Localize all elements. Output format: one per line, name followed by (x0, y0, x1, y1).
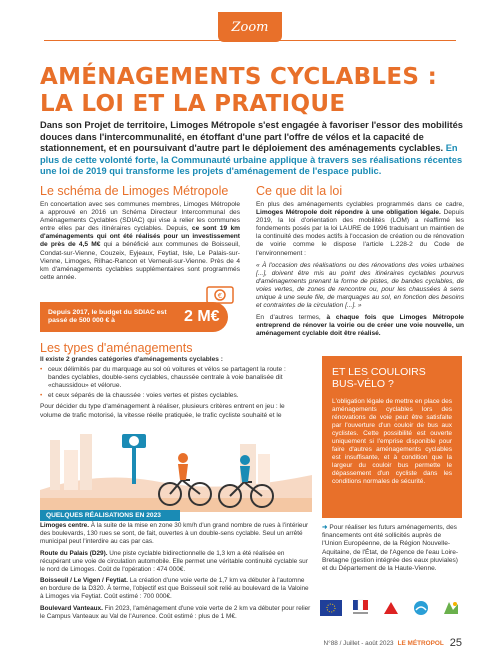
water-agency-logo-icon (410, 598, 432, 618)
list-item (40, 550, 312, 574)
cyclists-illustration (40, 420, 312, 512)
bus-bike-heading: ET LES COULOIRS BUS-VÉLO ? (332, 366, 426, 390)
list-item (40, 522, 312, 546)
types-lead: Il existe 2 grandes catégories d'aménagements cyclables : (40, 356, 223, 363)
issue-info: N°88 / Juillet - août 2023 (323, 639, 394, 647)
list-item (40, 577, 312, 601)
bus-bike-box (322, 356, 462, 518)
realisations-label: QUELQUES RÉALISATIONS EN 2023 (40, 510, 180, 521)
realisation-name: Boulevard Vanteaux. (40, 605, 103, 613)
eu-flag-icon (320, 598, 342, 618)
loi-quote-text: « À l'occasion des réalisations ou des rénovations des voies urbaines [...], doivent être mis au point des itinéraires cyclables pourvus d'aménagements prenant la forme de pistes, de bandes cyclables, de voies vertes, de zones de rencontre ou, pour les chaussées à sens unique à une seule file, de marquages au sol, en fonction des besoins et contraintes de la circulation [...]. » (256, 261, 464, 310)
partner-logos (320, 596, 468, 620)
section-tag (218, 12, 282, 42)
types-heading: Les types d'aménagements (40, 341, 193, 355)
magazine-brand: LE MÉTROPOL (397, 639, 444, 647)
list-item (40, 605, 312, 621)
realisation-name: Route du Palais (D29). (40, 549, 108, 557)
loi-heading: Ce que dit la loi (256, 184, 343, 198)
realisation-text: La création d'une voie verte de 1,7 km va débuter à l'automne en bordure de la D320. À terme, l'objectif est que Boisseuil soit relié au boulevard de la Valoine à Limoges via Feytiat. Coût estimé : 700 000€. (40, 577, 309, 601)
realisation-text: Fin 2023, l'aménagement d'une voie verte de 2 km va débuter pour relier le Campus Vanteaux au Val de l'Aurence. Coût estimé : plus de 1 M€. (40, 605, 311, 621)
financing-note (322, 524, 462, 573)
realisation-text: À la suite de la mise en zone 30 km/h d'un grand nombre de rues à l'intérieur des boulevards, 130 rues se sont, de fait, ouvertes à un double-sens cyclable. Seul un arrêté municipal peut l'interdire au cas par cas. (40, 522, 309, 545)
region-logo-icon (380, 598, 402, 618)
intro-part2: En plus de cette volonté forte, la Communauté urbaine applique à travers ses réalisations récentes une loi de 2019 qui transforme les projets d'aménagement de l'espace public. (40, 143, 463, 177)
republic-logo-icon (350, 598, 372, 618)
schema-text-1: En concertation avec ses communes membres, Limoges Métropole a approuvé en 2016 un Schéma Directeur Intercommunal des Aménagements Cyclables (SDIAC) qui vise à relier les communes entre elles par des itinéraires cyclables. Depuis, (40, 201, 240, 233)
svg-text:€: € (217, 292, 223, 300)
loi-p1-b: Depuis 2019, la loi d'orientation des mobilités (LOM) a réaffirmé les fondements posés par la loi LAURE de 1996 traduisant un maintien de la continuité des modes actifs à l'occasion de création ou de rénovation de voirie comme le dispose l'article L.228-2 du Code de l'environnement : (256, 209, 464, 257)
loi-p3-a: En d'autres termes, (256, 314, 321, 322)
budget-amount: 2 M€ (184, 308, 220, 325)
realisations-list (40, 522, 312, 625)
types-outro: Pour décider du type d'aménagement à réaliser, plusieurs critères entrent en jeu : le volume de trafic motorisé, la vitesse réelle pratiquée, le trafic cycliste souhaité et le (40, 403, 285, 419)
realisation-name: Boisseuil / Le Vigen / Feytiat. (40, 577, 128, 585)
types-text (40, 356, 302, 428)
loi-p3-bold: à chaque fois que Limoges Métropole entreprend de rénover la voirie ou de créer une voie nouvelle, un aménagement cyclable doit être réalisé. (256, 314, 464, 338)
budget-banner (40, 302, 228, 332)
schema-text-2: qui a bénéficié aux communes de Boisseuil, Condat-sur-Vienne, Couzeix, Eyjeaux, Feytiat, Isle, Le Palais-sur-Vienne, Limoges, Rilhac-Rancon et Verneuil-sur-Vienne. Près de 4 km d'aménagements cyclables supplémentaires sont programmés cette année. (40, 241, 240, 281)
schema-text-bold: ce sont 19 km d'aménagements qui ont été réalisés pour un investissement de près de 4,5 M€ (40, 225, 240, 249)
types-list (40, 366, 302, 400)
schema-text (40, 201, 240, 282)
budget-text: Depuis 2017, le budget du SDIAC est passé de 500 000 € à (48, 308, 167, 324)
financing-text: Pour réaliser les futurs aménagements, des financements ont été sollicités auprès de l'Union Européenne, de la Région Nouvelle-Aquitaine, de l'État, de l'Agence de l'eau Loire-Bretagne (gestion intégrée des eaux pluviales) et du Département de la Haute-Vienne. (322, 524, 459, 573)
intro-paragraph (40, 120, 464, 178)
list-item: • ceux délimités par du marquage au sol où voitures et vélos se partagent la route : bandes cyclables, double-sens cyclables, chaussée centrale à voie banalisée dit «chaussidou» et vélorue. (40, 366, 302, 390)
loi-text (256, 201, 464, 343)
loi-paragraph-3 (256, 314, 464, 338)
loi-p1-a: En plus des aménagements cyclables programmés dans ce cadre, (256, 201, 464, 208)
header-rule (44, 40, 456, 41)
realisation-name: Limoges centre. (40, 522, 90, 529)
loi-quote (256, 262, 464, 311)
arrow-right-icon: ➜ (322, 524, 328, 531)
loi-p1-bold: Limoges Métropole doit répondre à une obligation légale. (256, 209, 441, 217)
department-logo-icon (440, 598, 462, 618)
bus-bike-text: L'obligation légale de mettre en place des aménagements cyclables lors des rénovations de voie peut être satisfaite par l'ouverture d'un couloir de bus aux cyclistes. Cette possibilité est ouverte uniquement si l'emprise disponible pour faire d'autres aménagements cyclables est insuffisante, et à condition que la largeur du couloir bus permette le dépassement d'un cycliste dans les conditions normales de sécurité. (332, 398, 452, 485)
page-footer (324, 637, 462, 649)
realisation-text: Une piste cyclable bidirectionnelle de 1,3 km a été réalisée en récupérant une voie de circulation automobile. Elle permet une véritable continuité cyclable sur le nord de Limoges. Coût de l'opération : 474 000€. (40, 549, 308, 573)
schema-heading: Le schéma de Limoges Métropole (40, 184, 229, 198)
list-item: • et ceux séparés de la chaussée : voies vertes et pistes cyclables. (40, 392, 302, 400)
page-title: AMÉNAGEMENTS CYCLABLES : LA LOI ET LA PRATIQUE (40, 64, 438, 117)
page-number: 25 (449, 637, 462, 649)
section-tag-label: Zoom (231, 19, 269, 35)
intro-part1: Dans son Projet de territoire, Limoges Métropole s'est engagée à favoriser l'essor des mobilités douces dans l'intercommunalité, en étoffant d'une part l'offre de vélos et la capacité de stationnement, et en poursuivant d'autre part le déploiement des aménagements cyclables. (40, 120, 463, 154)
loi-paragraph-1 (256, 201, 464, 258)
